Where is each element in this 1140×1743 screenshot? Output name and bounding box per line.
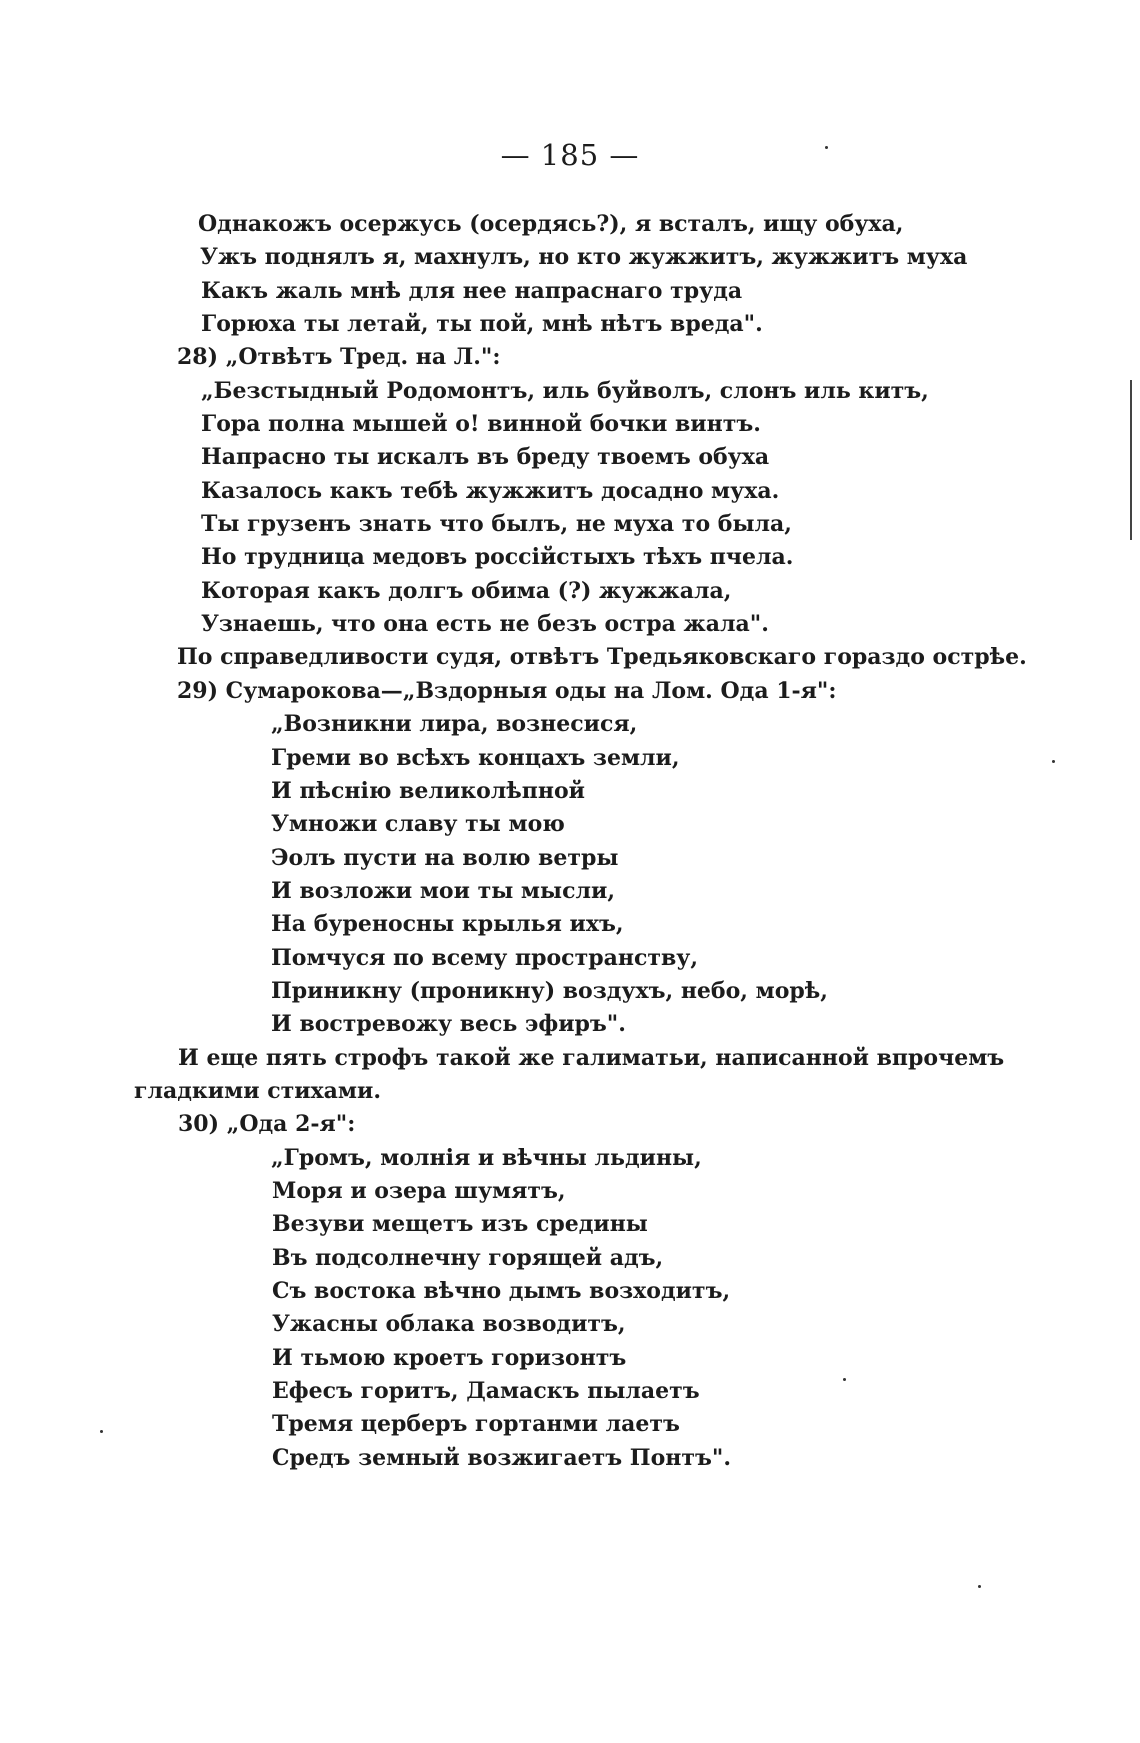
scan-speck (100, 1430, 103, 1433)
text-line: Ужъ поднялъ я, махнулъ, но кто жужжитъ, жужжитъ муха (200, 244, 968, 270)
text-line: И еще пять строфъ такой же галиматьи, написанной впрочемъ (178, 1045, 1005, 1071)
text-line: Моря и озера шумятъ, (272, 1178, 566, 1204)
text-line: Ужасны облака возводитъ, (272, 1311, 626, 1337)
text-line: Тремя церберъ гортанми лаетъ (272, 1411, 680, 1437)
text-line: Напрасно ты искалъ въ бреду твоемъ обуха (201, 444, 770, 470)
text-line: Гора полна мышей о! винной бочки винтъ. (201, 411, 761, 437)
text-line: И возложи мои ты мысли, (271, 878, 615, 904)
text-line: По справедливости судя, отвѣтъ Тредьяковскаго гораздо острѣе. (177, 644, 1027, 670)
text-line: Греми во всѣхъ концахъ земли, (271, 745, 680, 771)
text-line: На буреносны крылья ихъ, (271, 911, 624, 937)
text-line: Какъ жаль мнѣ для нее напраснаго труда (201, 278, 743, 304)
text-line: „Возникни лира, вознесися, (271, 711, 638, 737)
scan-speck (825, 146, 828, 149)
text-line: И пѣснію великолѣпной (271, 778, 585, 804)
text-line: И тьмою кроетъ горизонтъ (272, 1345, 627, 1371)
text-line: „Громъ, молнія и вѣчны льдины, (271, 1145, 702, 1171)
text-line: гладкими стихами. (134, 1078, 382, 1104)
text-line: И востревожу весь эфиръ". (271, 1011, 626, 1037)
text-line: Средъ земный возжигаетъ Понтъ". (272, 1445, 731, 1471)
text-line: Однакожъ осержусь (осердясь?), я всталъ, ищу обуха, (198, 211, 904, 237)
scan-speck (1052, 760, 1055, 763)
text-line: Которая какъ долгъ обима (?) жужжала, (201, 578, 732, 604)
text-line: Эолъ пусти на волю ветры (271, 845, 619, 871)
text-line: Ефесъ горитъ, Дамаскъ пылаетъ (272, 1378, 700, 1404)
text-line: 28) „Отвѣтъ Тред. на Л.": (177, 344, 501, 370)
page-edge-shadow (1130, 380, 1132, 540)
scan-speck (843, 1378, 846, 1381)
text-line: 30) „Ода 2-я": (178, 1111, 356, 1137)
page-number: — 185 — (500, 138, 640, 172)
text-line: Съ востока вѣчно дымъ возходитъ, (272, 1278, 731, 1304)
text-line: 29) Сумарокова—„Вздорныя оды на Лом. Ода 1-я": (177, 678, 837, 704)
text-line: Умножи славу ты мою (271, 811, 565, 837)
text-line: Но трудница медовъ россійстыхъ тѣхъ пчела. (201, 544, 794, 570)
text-line: „Безстыдный Родомонтъ, иль буйволъ, слонъ иль китъ, (201, 378, 929, 404)
text-line: Везуви мещетъ изъ средины (272, 1211, 648, 1237)
text-line: Казалось какъ тебѣ жужжитъ досадно муха. (201, 478, 780, 504)
text-line: Приникну (проникну) воздухъ, небо, морѣ, (271, 978, 828, 1004)
text-line: Горюха ты летай, ты пой, мнѣ нѣтъ вреда". (201, 311, 763, 337)
text-line: Въ подсолнечну горящей адъ, (272, 1245, 664, 1271)
text-line: Ты грузенъ знать что былъ, не муха то была, (201, 511, 792, 537)
text-line: Помчуся по всему пространству, (271, 945, 699, 971)
scan-speck (978, 1585, 981, 1588)
text-line: Узнаешь, что она есть не безъ остра жала". (201, 611, 769, 637)
